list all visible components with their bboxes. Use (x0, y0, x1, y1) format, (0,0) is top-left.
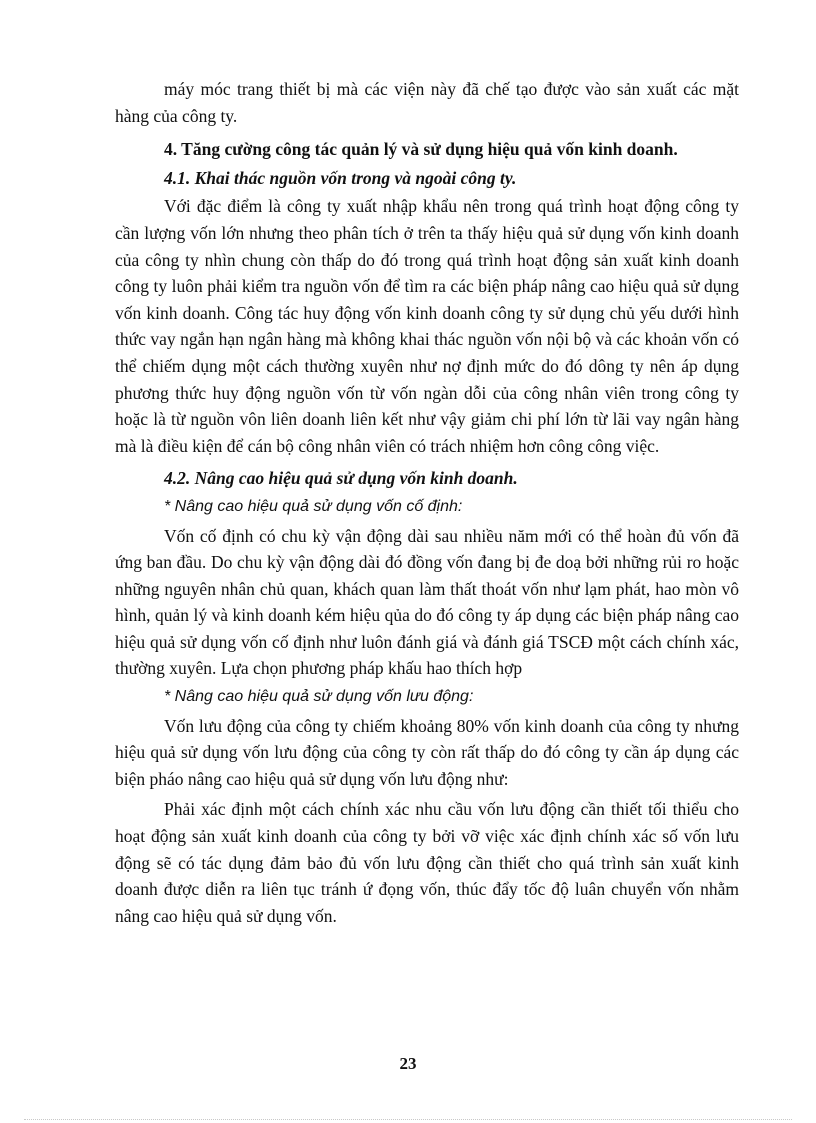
subsection-heading-4-2: 4.2. Nâng cao hiệu quả sử dụng vốn kinh doanh. (164, 468, 518, 489)
paragraph-working-capital-needs: Phải xác định một cách chính xác nhu cầu vốn lưu động cần thiết tối thiểu cho hoạt động sản xuất kinh doanh của công ty bởi vỡ việc xác định chính xác số vốn lưu động sẽ có tác dụng đảm bảo đủ vốn lưu động cần thiết cho quá trình sản xuất kinh doanh được diễn ra liên tục tránh ứ đọng vốn, thúc đẩy tốc độ luân chuyển vốn nhằm nâng cao hiệu quả sử dụng vốn. (115, 799, 739, 926)
document-body (115, 76, 739, 929)
paragraph-continuation: máy móc trang thiết bị mà các viện này đã chế tạo được vào sản xuất các mặt hàng của công ty. (115, 79, 739, 126)
footer-divider (24, 1119, 792, 1120)
page-number: 23 (399, 1054, 417, 1073)
paragraph-capital-sources: Với đặc điểm là công ty xuất nhập khẩu nên trong quá trình hoạt động công ty cần lượng vốn lớn nhưng theo phân tích ở trên ta thấy hiệu quả sử dụng vốn kinh doanh của công ty nhìn chung còn thấp do đó trong quá trình hoạt động sản xuất kinh doanh công ty luôn phải kiểm tra nguồn vốn để tìm ra các biện pháp nâng cao hiệu quả sử dụng vốn kinh doanh. Công tác huy động vốn kinh doanh công ty sử dụng chủ yếu dưới hình thức vay ngắn hạn ngân hàng mà không khai thác nguồn vốn nội bộ và các khoản vốn có thể chiếm dụng một cách thường xuyên như nợ định mức do đó dông ty nên áp dụng phương thức huy động nguồn vốn từ vốn ngàn dỗi của công nhân viên trong công ty hoặc là từ nguồn vôn liên doanh liên kết như vậy giảm chi phí lớn từ lãi vay ngân hàng mà là điều kiện để cán bộ công nhân viên có trách nhiệm hơn công công việc. (115, 196, 739, 456)
bullet-fixed-capital: * Nâng cao hiệu quả sử dụng vốn cố định: (164, 497, 463, 515)
paragraph-fixed-capital: Vốn cố định có chu kỳ vận động dài sau nhiều năm mới có thể hoàn đủ vốn đã ứng ban đầu. Do chu kỳ vận động dài đó đồng vốn đang bị đe doạ bởi những rủi ro hoặc những nguyên nhân chủ quan, khách quan làm thất thoát vốn như lạm phát, hao mòn vô hình, quản lý và kinh doanh kém hiệu qủa do đó công ty áp dụng các biện pháp nâng cao hiệu quả sử dụng vốn cố định như luôn đánh giá và đánh giá TSCĐ một cách chính xác, thường xuyên. Lựa chọn phương pháp khấu hao thích hợp (115, 525, 739, 679)
bullet-working-capital: * Nâng cao hiệu quả sử dụng vốn lưu động: (164, 688, 474, 706)
subsection-heading-4-1: 4.1. Khai thác nguồn vốn trong và ngoài công ty. (164, 167, 517, 188)
paragraph-working-capital: Vốn lưu động của công ty chiếm khoảng 80% vốn kinh doanh của công ty nhưng hiệu quả sử dụng vốn lưu động của công ty còn rất thấp do đó công ty cần áp dụng các biện pháo nâng cao hiệu quả sử dụng vốn lưu động như: (115, 715, 739, 789)
section-heading-4: 4. Tăng cường công tác quản lý và sử dụng hiệu quả vốn kinh doanh. (164, 139, 678, 160)
